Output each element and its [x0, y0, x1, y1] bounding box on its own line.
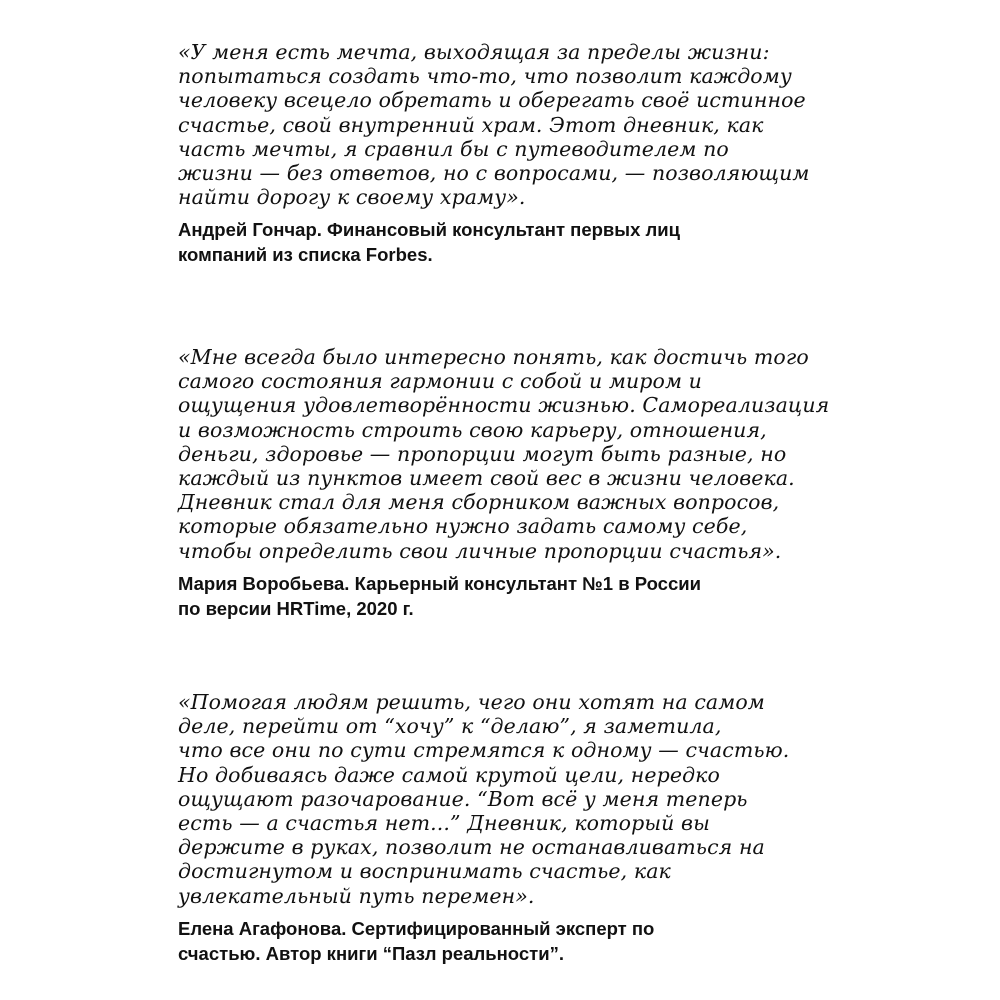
attribution-line: счастью. Автор книги “Пазл реальности”. [178, 942, 564, 964]
quote-line: «Помогая людям решить, чего они хотят на самом [178, 690, 765, 714]
quote-line: увлекательный путь перемен». [178, 883, 535, 908]
quote-line: найти дорогу к своему храму». [178, 185, 526, 210]
quote-line: Дневник стал для меня сборником важных вопросов, [178, 490, 780, 515]
quote-line: ощущают разочарование. “Вот всё у меня теперь [178, 786, 748, 811]
quote-line: чтобы определить свои личные пропорции счастья». [178, 538, 782, 563]
testimonial-attribution [178, 916, 828, 966]
attribution-line: Елена Агафонова. Сертифицированный эксперт по [178, 917, 655, 939]
quote-line: часть мечты, я сравнил бы с путеводителем по [178, 136, 729, 161]
quote-line: и возможность строить свою карьеру, отношения, [178, 417, 767, 442]
attribution-line: по версии HRTime, 2020 г. [178, 597, 414, 619]
quote-line: каждый из пунктов имеет свой вес в жизни человека. [178, 466, 795, 491]
quote-line: счастье, свой внутренний храм. Этот дневник, как [178, 112, 764, 137]
quote-line: которые обязательно нужно задать самому себе, [178, 514, 748, 539]
testimonial-quote [178, 690, 828, 908]
quote-line: что все они по сути стремятся к одному — счастью. [178, 738, 790, 763]
quote-line: жизни — без ответов, но с вопросами, — позволяющим [178, 161, 810, 186]
attribution-line: Мария Воробьева. Карьерный консультант №1 в России [178, 572, 702, 594]
testimonial-attribution [178, 217, 828, 267]
testimonial-elena-agafonova [178, 690, 828, 966]
testimonial-quote [178, 345, 828, 563]
quote-line: держите в руках, позволит не останавливаться на [178, 835, 765, 860]
testimonial-andrey-gonchar [178, 40, 828, 267]
testimonial-attribution [178, 571, 828, 621]
testimonial-quote [178, 40, 828, 209]
quote-line: достигнутом и воспринимать счастье, как [178, 859, 671, 884]
quote-line: ощущения удовлетворённости жизнью. Самореализация [178, 393, 830, 418]
quote-line: Но добиваясь даже самой крутой цели, нередко [178, 762, 720, 787]
quote-line: «Мне всегда было интересно понять, как достичь того [178, 345, 809, 369]
attribution-line: компаний из списка Forbes. [178, 244, 433, 266]
quote-line: «У меня есть мечта, выходящая за пределы жизни: [178, 40, 770, 64]
attribution-line: Андрей Гончар. Финансовый консультант первых лиц [178, 219, 681, 241]
quote-line: попытаться создать что-то, что позволит каждому [178, 64, 792, 89]
quote-line: деньги, здоровье — пропорции могут быть разные, но [178, 441, 787, 466]
testimonial-maria-vorobyeva [178, 345, 828, 621]
quote-line: есть — а счастья нет...” Дневник, который вы [178, 811, 710, 836]
quote-line: человеку всецело обретать и оберегать своё истинное [178, 88, 806, 113]
quote-line: деле, перейти от “хочу” к “делаю”, я заметила, [178, 714, 722, 739]
quote-line: самого состояния гармонии с собой и миром и [178, 369, 702, 394]
